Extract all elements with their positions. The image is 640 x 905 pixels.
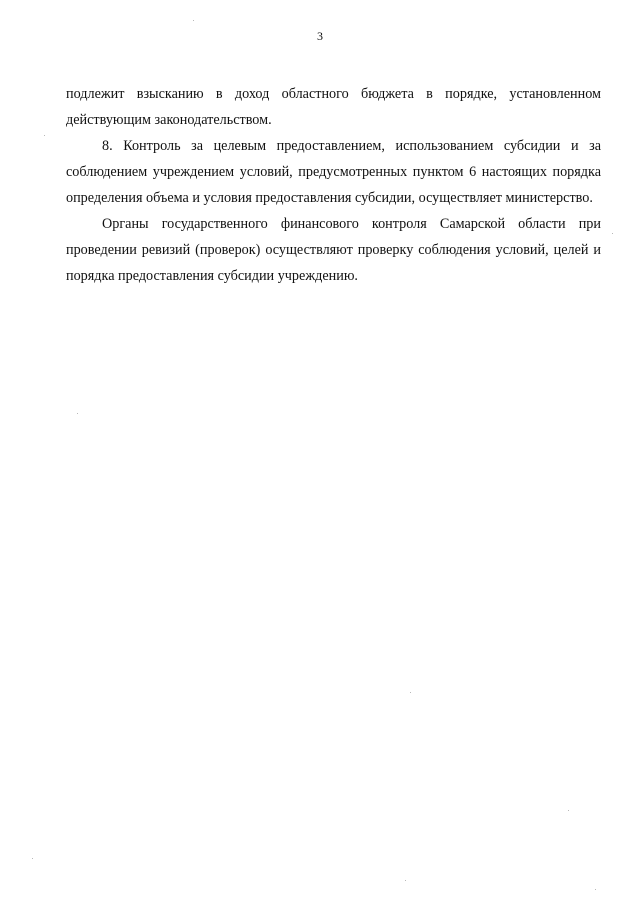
paragraph-financial-control: Органы государственного финансового контроля Самарской области при проведении ревизий (проверок) осуществляют проверку соблюдения условий, целей и порядка предоставления субсидии учреждению. <box>66 216 601 284</box>
scan-speck <box>595 889 596 890</box>
scan-speck <box>193 20 194 21</box>
scan-speck <box>77 413 78 414</box>
scan-speck <box>32 858 33 859</box>
document-body <box>66 81 601 289</box>
paragraph-item-8: 8. Контроль за целевым предоставлением, использованием субсидии и за соблюдением учреждением условий, предусмотренных пунктом 6 настоящих порядка определения объема и условия предоставления субсидии, осуществляет министерство. <box>66 138 601 206</box>
page-number: 3 <box>317 29 323 43</box>
scan-speck <box>405 880 406 881</box>
scan-speck <box>44 135 45 136</box>
scan-speck <box>568 810 569 811</box>
scan-speck <box>410 692 411 693</box>
scan-speck <box>612 233 613 234</box>
paragraph-continuation: подлежит взысканию в доход областного бюджета в порядке, установленном действующим законодательством. <box>66 86 601 128</box>
